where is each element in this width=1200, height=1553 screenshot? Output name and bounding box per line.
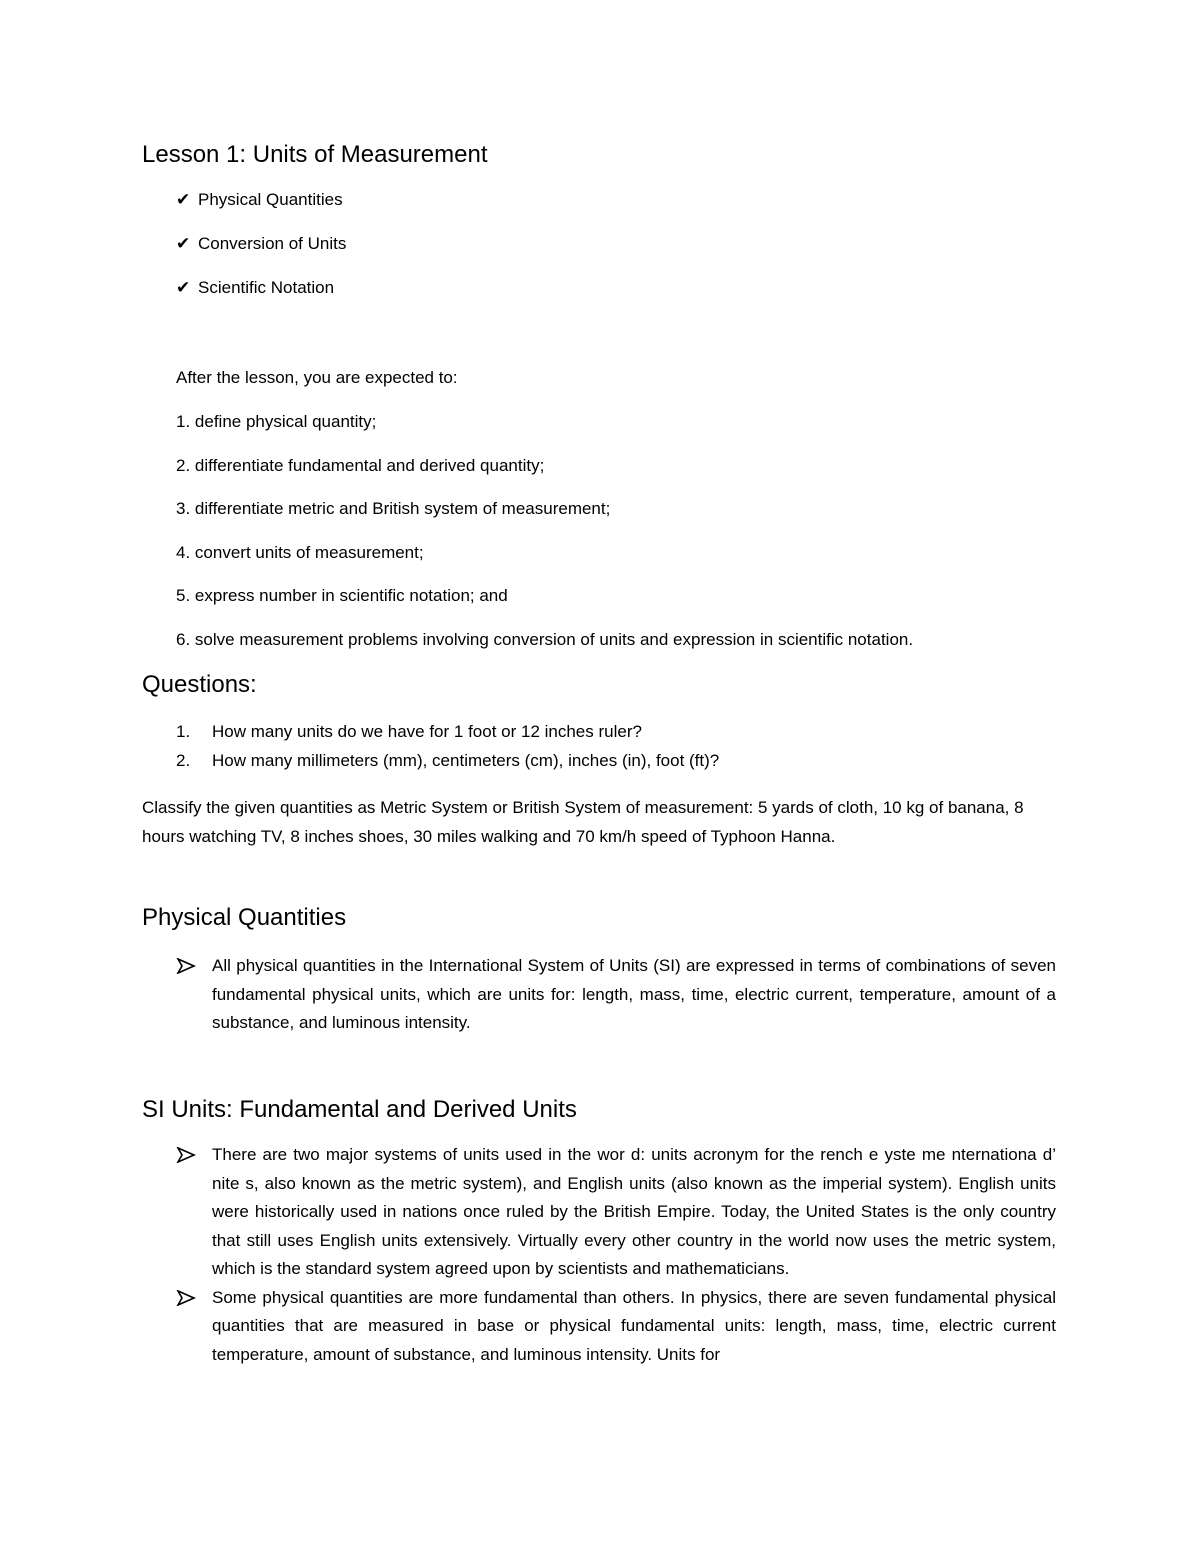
topic-label: Physical Quantities: [198, 190, 343, 209]
objective-item: [176, 410, 913, 454]
objective-number: 1.: [176, 412, 191, 431]
lesson-title: Lesson 1: Units of Measurement: [142, 141, 488, 168]
objectives-list: [176, 410, 913, 672]
checkmark-icon: ✔: [176, 190, 191, 209]
topic-label: Conversion of Units: [198, 234, 347, 253]
topic-checklist: [176, 188, 346, 320]
arrow-bullet-icon: [176, 1290, 196, 1306]
si-units-heading: SI Units: Fundamental and Derived Units: [142, 1096, 577, 1123]
physical-quantities-bullets: [176, 952, 1056, 1038]
arrow-bullet-icon: [176, 958, 196, 974]
questions-list: [176, 720, 719, 778]
objective-text: define physical quantity;: [194, 412, 377, 431]
objective-number: 2.: [176, 455, 191, 475]
objective-number: 3.: [176, 499, 191, 519]
topic-item: [176, 188, 346, 232]
checkmark-icon: ✔: [176, 234, 191, 253]
objective-number: 5.: [176, 586, 191, 606]
question-item: [176, 749, 719, 778]
topic-label: Scientific Notation: [198, 278, 335, 297]
bullet-item: [176, 1284, 1056, 1370]
bullet-text: Some physical quantities are more fundamental than others. In physics, there are seven fundamental physical quantities that are measured in base or physical fundamental units: length, mass, time, electric current temperature, amount of substance, and luminous intensity. Units for: [212, 1287, 1056, 1364]
question-text: How many millimeters (mm), centimeters (cm), inches (in), foot (ft)?: [212, 751, 720, 770]
classify-paragraph: Classify the given quantities as Metric System or British System of measurement: 5 yards of cloth, 10 kg of banana, 8 hours watching TV, 8 inches shoes, 30 miles walking and 70 km/h speed of Typhoon Hanna.: [142, 798, 1024, 846]
bullet-text: There are two major systems of units used in the wor d: units acronym for the rench e yste me nternationa d’ nite s, also known as the metric system), and English units (also known as the imperial system). English units were historically used in nations once ruled by the British Empire. Today, the United States is the only country that still uses English units extensively. Virtually every other country in the world now uses the metric system, which is the standard system agreed upon by scientists and mathematicians.: [212, 1145, 1056, 1278]
objective-item: [176, 454, 913, 498]
objective-number: 4.: [176, 542, 191, 562]
objective-text: differentiate fundamental and derived quantity;: [194, 455, 545, 475]
objective-item: [176, 584, 913, 628]
objective-text: solve measurement problems involving conversion of units and expression in scientific notation.: [194, 629, 914, 649]
objective-text: differentiate metric and British system of measurement;: [194, 499, 611, 519]
objectives-intro: After the lesson, you are expected to:: [176, 368, 458, 387]
arrow-bullet-icon: [176, 1147, 196, 1163]
question-number: 2.: [176, 751, 191, 770]
checkmark-icon: ✔: [176, 278, 191, 297]
objective-text: convert units of measurement;: [194, 542, 424, 562]
topic-item: [176, 276, 346, 320]
questions-heading: Questions:: [142, 671, 257, 698]
si-units-bullets: [176, 1141, 1056, 1369]
question-number: 1.: [176, 722, 191, 741]
bullet-item: [176, 952, 1056, 1038]
question-text: How many units do we have for 1 foot or 12 inches ruler?: [212, 722, 642, 741]
bullet-item: [176, 1141, 1056, 1284]
objective-number: 6.: [176, 629, 191, 649]
question-item: [176, 720, 719, 749]
objective-item: [176, 541, 913, 585]
bullet-text: All physical quantities in the International System of Units (SI) are expressed in terms of combinations of seven fundamental physical units, which are units for: length, mass, time, electric current, temperature, amount of a substance, and luminous intensity.: [212, 956, 1056, 1032]
objective-item: [176, 497, 913, 541]
physical-quantities-heading: Physical Quantities: [142, 904, 347, 931]
objective-text: express number in scientific notation; and: [194, 586, 508, 606]
objective-item: [176, 628, 913, 672]
topic-item: [176, 232, 346, 276]
